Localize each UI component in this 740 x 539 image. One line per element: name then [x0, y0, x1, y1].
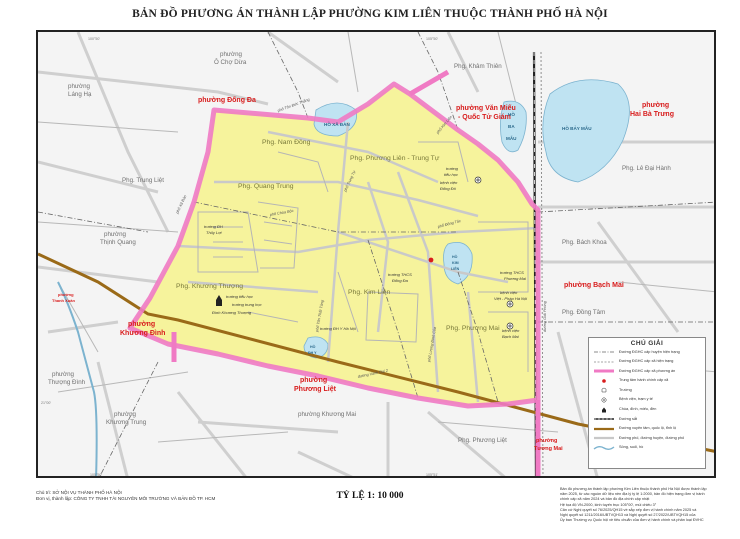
line-pink	[593, 368, 615, 374]
legend-item-label: Bệnh viện, trạm y tế	[619, 397, 653, 402]
label-lake-dh-y-2: ĐH Y	[308, 351, 317, 355]
label-thinh-quang-2: Thịnh Quang	[100, 239, 136, 246]
label-thuong-dinh-2: Thượng Đình	[48, 379, 86, 386]
legend-item	[589, 347, 705, 357]
poi-bv-viet-phap-2: Việt - Pháp Hà Nội	[494, 296, 528, 301]
line-dashdot-gray	[593, 349, 615, 355]
street-trung-tu: phố Trung Tự	[343, 170, 357, 193]
hospital-icon	[593, 397, 615, 403]
poi-thcs-phuong-mai-1: trường THCS	[500, 270, 524, 275]
line-dashed-gray	[593, 359, 615, 365]
street-dong-tac: phố Đông Tác	[437, 218, 462, 229]
legend-item	[589, 395, 705, 405]
grid-label-4: 105°51'	[426, 473, 439, 477]
footer-note-line: Bản đồ phương án thành lập phường Kim Liên thuộc thành phố Hà Nội được thành lập	[560, 487, 707, 491]
hospital-icon	[507, 301, 513, 307]
label-lake-ba-mau-1: HỒ	[508, 112, 515, 117]
legend-item-label: Đường phố, đường huyện, đường phố	[619, 435, 685, 440]
label-kim-lien: Phg. Kim Liên	[348, 289, 391, 296]
map-title: BẢN ĐỒ PHƯƠNG ÁN THÀNH LẬP PHƯỜNG KIM LIÊN THUỘC THÀNH PHỐ HÀ NỘI	[132, 8, 608, 20]
legend-item	[589, 366, 705, 376]
hospital-icon	[475, 177, 481, 183]
label-trung-tu: Phg. Phương Liên - Trung Tự	[350, 155, 440, 162]
label-bach-khoa: Phg. Bách Khoa	[562, 239, 607, 246]
label-lake-kim-lien-3: LIÊN	[451, 267, 460, 271]
label-van-mieu-2: - Quốc Tử Giám	[458, 114, 511, 121]
legend-item	[589, 357, 705, 367]
label-le-dai-hanh: Phg. Lê Đại Hành	[622, 165, 671, 172]
label-khuong-mai: phường Khương Mai	[298, 411, 357, 418]
poi-dh-y: trường ĐH Y Hà Nội	[320, 326, 356, 331]
legend-item-label: Trung tâm hành chính cấp xã	[619, 378, 669, 383]
street-ton-that-tung: phố Tôn Thất Tùng	[315, 299, 325, 333]
label-dong-tam: Phg. Đồng Tâm	[562, 309, 606, 316]
grid-label-1: 100°50'	[88, 37, 101, 41]
admin-center-dot	[429, 258, 434, 263]
label-tuong-mai-2: Tương Mai	[534, 446, 563, 452]
scale-label: TỶ LỆ 1: 10 000	[336, 491, 404, 501]
label-quang-trung: Phg. Quang Trung	[238, 183, 294, 190]
street-giai-phong: đường Giải Phóng	[543, 301, 547, 332]
grid-label-2: 105°50'	[426, 37, 439, 41]
label-lake-bay-mau: HỒ BẢY MẪU	[562, 126, 592, 131]
label-bach-mai: phường Bạch Mai	[564, 282, 624, 289]
label-thuong-dinh-1: phường	[52, 371, 74, 378]
street-kim-lien: phố Kim Liên	[435, 115, 454, 135]
label-lang-ha-2: Láng Hạ	[68, 91, 92, 98]
label-khuong-trung-1: phường	[114, 411, 136, 418]
legend-item	[589, 424, 705, 434]
footer-note-line: chính cấp xã năm 2024 và bản đồ địa chính cập nhật	[560, 497, 650, 502]
street-chua-boc: phố Chùa Bộc	[269, 208, 294, 217]
label-trung-liet: Phg. Trung Liệt	[122, 177, 164, 184]
label-lake-xa-dan: HỒ XÃ ĐÀN	[324, 122, 350, 127]
legend-item-label: Đường xuyên tâm, quốc lộ, tỉnh lộ	[619, 426, 677, 431]
grid-label-5: 21°00'	[41, 401, 52, 405]
poi-thuy-loi-2: Thủy Lợi	[206, 230, 222, 235]
label-nam-dong: Phg. Nam Đồng	[262, 139, 311, 146]
poi-bv-bach-mai-2: Bạch Mai	[502, 334, 519, 339]
road-major-icon	[593, 426, 615, 432]
label-lake-ba-mau-3: MẪU	[506, 136, 517, 141]
label-khuong-dinh-2: Khương Đình	[120, 330, 166, 337]
footer-credit-line-1: Chủ trì: SỞ NỘI VỤ THÀNH PHỐ HÀ NỘI	[36, 490, 122, 495]
legend-item	[589, 433, 705, 443]
legend-item-label: Đường ĐGHC cấp xã hiện trạng	[619, 359, 674, 364]
poi-thcs-dong-da-1: trường THCS	[388, 272, 412, 277]
footer-note-line: Ủy ban Thường vụ Quốc hội về tiêu chuẩn của đơn vị hành chính và phân loại ĐVHC	[560, 518, 704, 523]
legend-item	[589, 376, 705, 386]
label-o-cho-dua-1: phường	[220, 51, 242, 58]
poi-bv-dong-do-1: bệnh viện	[440, 180, 458, 185]
poi-thcs-phuong-mai-2: Phương Mai	[504, 276, 526, 281]
label-tuong-mai-1: phường	[536, 438, 558, 444]
poi-dinh-khuong: Đình Khương Thượng	[212, 310, 252, 315]
legend-box	[588, 337, 706, 469]
label-phuong-mai: Phg. Phương Mai	[446, 325, 500, 332]
water-icon	[593, 445, 615, 451]
railway-icon	[593, 416, 615, 422]
label-khuong-thuong: Phg. Khương Thượng	[176, 283, 244, 290]
street-ton-duc-thang: phố Tôn Đức Thắng	[276, 97, 311, 113]
street-xa-dan: phố Xã Đàn	[175, 194, 188, 215]
label-thinh-quang-1: phường	[104, 231, 126, 238]
legend-item-label: Trường	[619, 387, 632, 392]
footer-note-line: Căn cứ Nghị quyết số 76/2025/QH15 về sắp xếp đơn vị hành chính năm 2025 và	[560, 507, 697, 512]
street-luong-dinh-cua: phố Lương Đình Của	[427, 326, 438, 363]
footer-credit-line-2: Đơn vị, thành lập: CÔNG TY TNHH TÀI NGUYÊN MÔI TRƯỜNG VÀ BẢN ĐỒ TP. HCM	[36, 496, 216, 501]
poi-th-trung-tu-1: trường	[446, 166, 458, 171]
legend-item	[589, 443, 705, 453]
label-thanh-xuan-2: Thanh Xuân	[52, 298, 75, 303]
label-dong-da: phường Đống Đa	[198, 97, 256, 104]
footer-notes	[560, 487, 720, 523]
red-dot	[593, 378, 615, 384]
label-phuong-liet-2: Phương Liệt	[294, 386, 336, 393]
legend-item	[589, 405, 705, 415]
pink-boundary-van-mieu	[410, 72, 448, 94]
poi-thcs-khuong: trường trung học	[232, 302, 262, 307]
poi-bv-dong-do-2: Đống Đô	[440, 186, 456, 191]
legend-item-label: Chùa, đình, miếu, đền	[619, 407, 657, 412]
legend-item-label: Đường ĐGHC cấp huyện hiện trạng	[619, 349, 680, 354]
poi-thcs-dong-da-2: Đống Đa	[392, 278, 408, 283]
footer-note-line: năm 2025, từ các nguồn dữ liệu nền địa lý tỷ lệ 1:2000, bản đồ hiện trạng đơn vị hành	[560, 492, 705, 497]
label-phuong-liet-old: Phg. Phương Liệt	[458, 437, 507, 444]
legend-title: CHÚ GIẢI	[630, 340, 664, 347]
legend-item-label: Đường sắt	[619, 416, 638, 421]
label-lake-kim-lien-2: KIM	[452, 261, 459, 265]
label-lang-ha-1: phường	[68, 83, 90, 90]
label-van-mieu-1: phường Văn Miếu	[456, 105, 516, 112]
label-lake-dh-y-1: HỒ	[310, 345, 316, 349]
label-khuong-trung-2: Khương Trung	[106, 419, 147, 426]
label-lake-kim-lien-1: HỒ	[452, 255, 458, 259]
map-frame	[36, 30, 716, 478]
poi-th-trung-tu-2: tiểu học	[444, 172, 459, 177]
temple-icon	[593, 407, 615, 413]
label-kham-thien: Phg. Khâm Thiên	[454, 63, 502, 70]
road-minor-icon	[593, 435, 615, 441]
footer-credits	[36, 490, 215, 502]
label-o-cho-dua-2: Ô Chợ Dừa	[214, 59, 247, 66]
poi-bv-bach-mai-1: bệnh viện	[502, 328, 520, 333]
legend-item-label: Sông, suối, hồ	[619, 445, 644, 450]
label-khuong-dinh-1: phường	[128, 321, 156, 328]
school-icon	[593, 387, 615, 393]
legend-item	[589, 385, 705, 395]
legend-item	[589, 414, 705, 424]
footer-note-line: Hệ tọa độ VN-2000, kinh tuyến trục 105°00', múi chiếu 3°	[560, 502, 657, 507]
legend-item-label: Đường ĐGHC cấp xã phương án	[619, 368, 676, 373]
label-thanh-xuan-1: phường	[58, 292, 74, 297]
street-vanh-dai-2: đường Vành Đai 2	[357, 368, 389, 379]
poi-thuy-loi-1: trường ĐH	[204, 224, 223, 229]
label-hai-ba-trung-2: Hai Bà Trưng	[630, 111, 674, 118]
label-lake-ba-mau-2: BA	[508, 124, 515, 129]
footer-note-line: Nghị quyết số 1211/2016/UBTVQH13 và Nghị quyết số 27/2022/UBTVQH15 của	[560, 513, 696, 518]
grid-label-3: 105°50'	[90, 473, 103, 477]
label-hai-ba-trung-1: phường	[642, 102, 670, 109]
poi-th-khuong: trường tiểu học	[226, 294, 253, 299]
label-phuong-liet-1: phường	[300, 377, 328, 384]
poi-bv-viet-phap-1: bệnh viện	[500, 290, 518, 295]
